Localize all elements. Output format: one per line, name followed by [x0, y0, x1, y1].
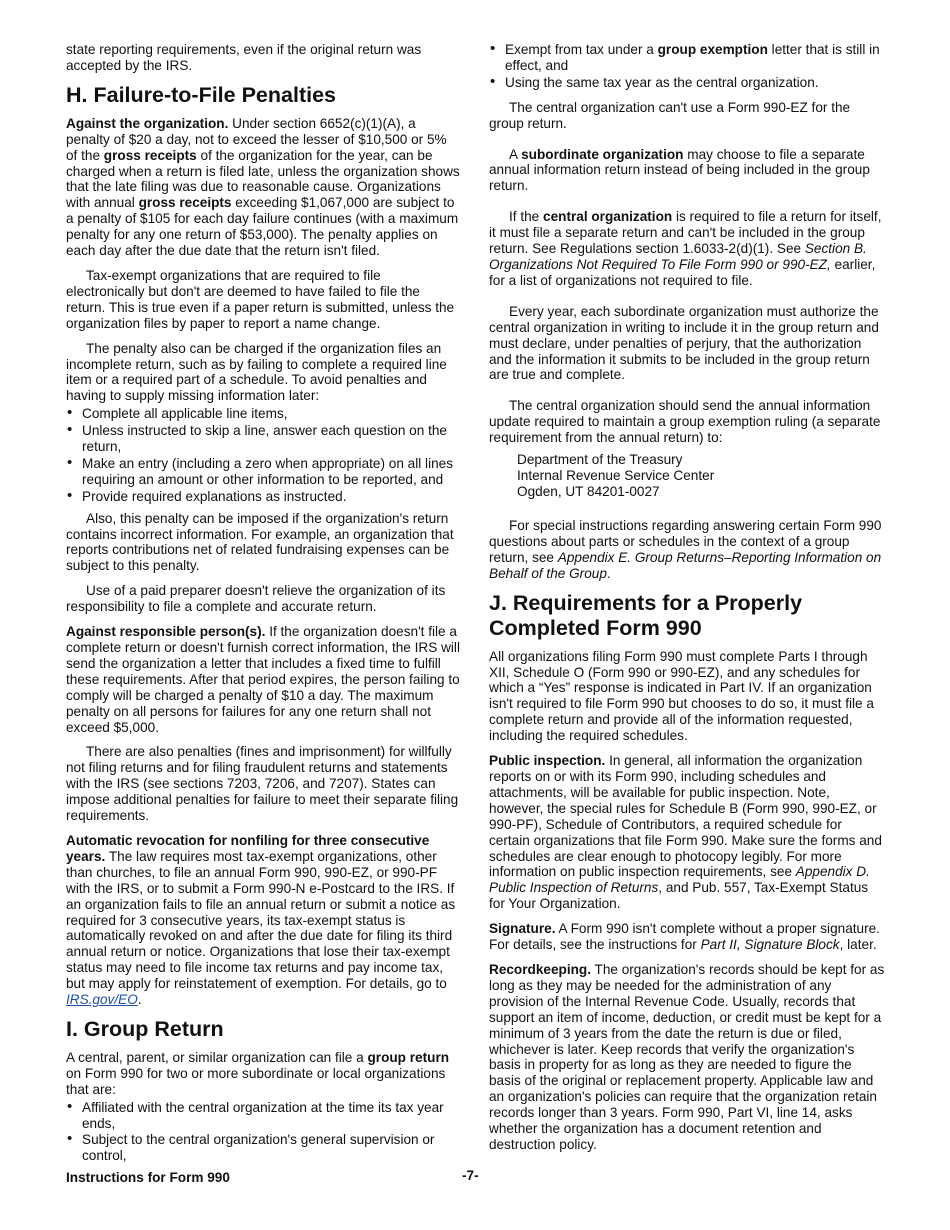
- list-item: • Using the same tax year as the central organization.: [489, 75, 886, 91]
- list-item: • Affiliated with the central organization at the time its tax year ends,: [66, 1100, 461, 1132]
- footer-title: Instructions for Form 990: [66, 1170, 230, 1185]
- paragraph-incorrect-info: Also, this penalty can be imposed if the organization's return contains incorrect information. For example, an organization that reports contributions net of related fundraising expenses can be subject to this penalty.: [66, 510, 454, 574]
- paragraph-fines: There are also penalties (fines and imprisonment) for willfully not filing returns and for filing fraudulent returns and statements with the IRS (see sections 7203, 7206, and 7207). States can impose additional penalties for failure to meet their separate filing requirements.: [66, 744, 459, 824]
- paragraph-recordkeeping: Recordkeeping. The organization's records should be kept for as long as they may be needed for the administration of any provision of the Internal Revenue Code. Usually, records that support an item of income, deduction, or credit must be kept for a minimum of 3 years from the date the return is due or filed, whichever is later. Keep records that verify the organization's basis in property for as long as they are needed to figure the basis of the original or replacement property. Applicable law and an organization's policies can require that the organization retain records longer than 3 years. Form 990, Part VI, line 14, asks whether the organization has a document retention and destruction policy.: [489, 961, 885, 1152]
- paragraph-signature: Signature. A Form 990 isn't complete without a proper signature. For details, see the instructions for Part II, Signature Block, later.: [489, 921, 880, 953]
- section-i-heading: I. Group Return: [66, 1016, 224, 1041]
- paragraph-all-organizations: All organizations filing Form 990 must complete Parts I through XII, Schedule O (Form 990 or 990-EZ), and any schedules for which a “Yes” response is indicated in Part IV. If an organization isn't required to file Form 990 but chooses to do so, it must file a complete return and provide all of the information requested, including the required schedules.: [489, 648, 874, 744]
- paragraph-public-inspection: Public inspection. In general, all information the organization reports on or with its Form 990, including schedules and attachments, will be available for public inspection. Note, however, the special rules for Schedule B (Form 990, 990-EZ, or 990-PF), Schedule of Contributors, a required schedule for certain organizations that file Form 990. Make sure the forms and schedules are clear enough to photocopy legibly. For more information on public inspection requirements, see Appendix D. Public Inspection of Returns, and Pub. 557, Tax-Exempt Status for Your Organization.: [489, 753, 882, 912]
- paragraph-special-instructions: For special instructions regarding answering certain Form 990 questions about parts or schedules in the context of a group return, see Appendix E. Group Returns–Reporting Information on Behalf of the Group.: [489, 518, 882, 581]
- section-h-heading: H. Failure-to-File Penalties: [66, 82, 336, 107]
- paragraph-against-organization: Against the organization. Under section 6652(c)(1)(A), a penalty of $20 a day, not to exceed the lesser of $10,500 or 5% of the gross receipts of the organization for the year, can be charged when a return is filed late, unless the organization shows that the late filing was due to reasonable cause. Organizations with annual gross receipts exceeding $1,067,000 are subject to a penalty of $105 for each day failure continues (with a maximum penalty for any one return of $53,000). The penalty applies on each day after the due date that the return isn't filed.: [66, 115, 460, 259]
- paragraph-group-return: A central, parent, or similar organization can file a group return on Form 990 for two or more subordinate or local organizations that are:: [66, 1049, 450, 1097]
- paragraph-automatic-revocation: Automatic revocation for nonfiling for three consecutive years. The law requires most tax-exempt organizations, other than churches, to file an annual Form 990, 990-EZ, or 990-PF with the IRS, or to submit a Form 990-N e-Postcard to the IRS. If an organization fails to file an annual return or submit a notice as required for 3 consecutive years, its tax-exempt status is automatically revoked on and after the due date for filing its third annual return or notice. Organizations that lose their tax-exempt status may need to file income tax returns and pay income tax, but may apply for reinstatement of exemption. For details, go to IRS.gov/EO.: [66, 832, 456, 1008]
- paragraph-subordinate-organization: A subordinate organization may choose to file a separate annual information return instead of being included in the group return.: [489, 146, 870, 194]
- paragraph-annual-authorization: Every year, each subordinate organization must authorize the central organization in writing to include it in the group return and must declare, under penalties of perjury, that the authorization and the information it submits to be included in the group return are true and complete.: [489, 303, 879, 383]
- group-criteria-list: [66, 1100, 461, 1165]
- paragraph-no-990ez: The central organization can't use a Form 990-EZ for the group return.: [489, 99, 851, 131]
- paragraph-annual-update: The central organization should send the annual information update required to maintain a group exemption ruling (a separate requirement from the annual return) to:: [489, 398, 881, 446]
- paragraph-incomplete-return: The penalty also can be charged if the organization files an incomplete return, such as by failing to complete a required line item or a required part of a schedule. To avoid penalties and having to supply missing information later:: [66, 340, 447, 404]
- address-line: Department of the Treasury: [517, 452, 683, 468]
- left-column: [66, 42, 461, 1170]
- address-line: Internal Revenue Service Center: [517, 468, 715, 484]
- section-j-heading: J. Requirements for a Properly Completed Form 990: [489, 590, 803, 640]
- group-criteria-list-continued: [489, 42, 886, 91]
- paragraph-electronic-filing: Tax-exempt organizations that are required to file electronically but don't are deemed to have failed to file the return. This is true even if a paper return is submitted, unless the organization files by paper to report a name change.: [66, 267, 455, 331]
- paragraph-state-reporting: state reporting requirements, even if the original return was accepted by the IRS.: [66, 42, 422, 73]
- right-column: [489, 42, 886, 1162]
- mailing-address: [517, 452, 886, 500]
- address-line: Ogden, UT 84201-0027: [517, 484, 660, 500]
- paragraph-responsible-persons: Against responsible person(s). If the organization doesn't file a complete return or doesn't furnish correct information, the IRS will send the organization a letter that includes a fixed time to fulfill these requirements. After that period expires, the person failing to comply will be charged a penalty of $10 a day. The maximum penalty on all persons for failures for any one return shall not exceed $5,000.: [66, 624, 460, 735]
- paragraph-paid-preparer: Use of a paid preparer doesn't relieve the organization of its responsibility to file a complete and accurate return.: [66, 583, 446, 615]
- list-item: • Unless instructed to skip a line, answer each question on the return,: [66, 423, 461, 455]
- avoid-penalties-list: [66, 406, 461, 504]
- list-item: • Subject to the central organization's general supervision or control,: [66, 1132, 461, 1164]
- irs-eo-link[interactable]: IRS.gov/EO: [66, 992, 138, 1008]
- list-item: • Complete all applicable line items,: [66, 406, 461, 422]
- list-item: • Provide required explanations as instructed.: [66, 489, 461, 505]
- paragraph-central-organization: If the central organization is required to file a return for itself, it must file a separate return and can't be included in the group return. See Regulations section 1.6033-2(d)(1). See Section B. Organizations Not Required To File Form 990 or 990-EZ, earlier, for a list of organizations not required to file.: [489, 209, 882, 288]
- page-number: -7-: [462, 1168, 479, 1183]
- list-item: • Exempt from tax under a group exemption letter that is still in effect, and: [489, 42, 886, 74]
- list-item: • Make an entry (including a zero when appropriate) on all lines requiring an amount or other information to be reported, and: [66, 456, 461, 488]
